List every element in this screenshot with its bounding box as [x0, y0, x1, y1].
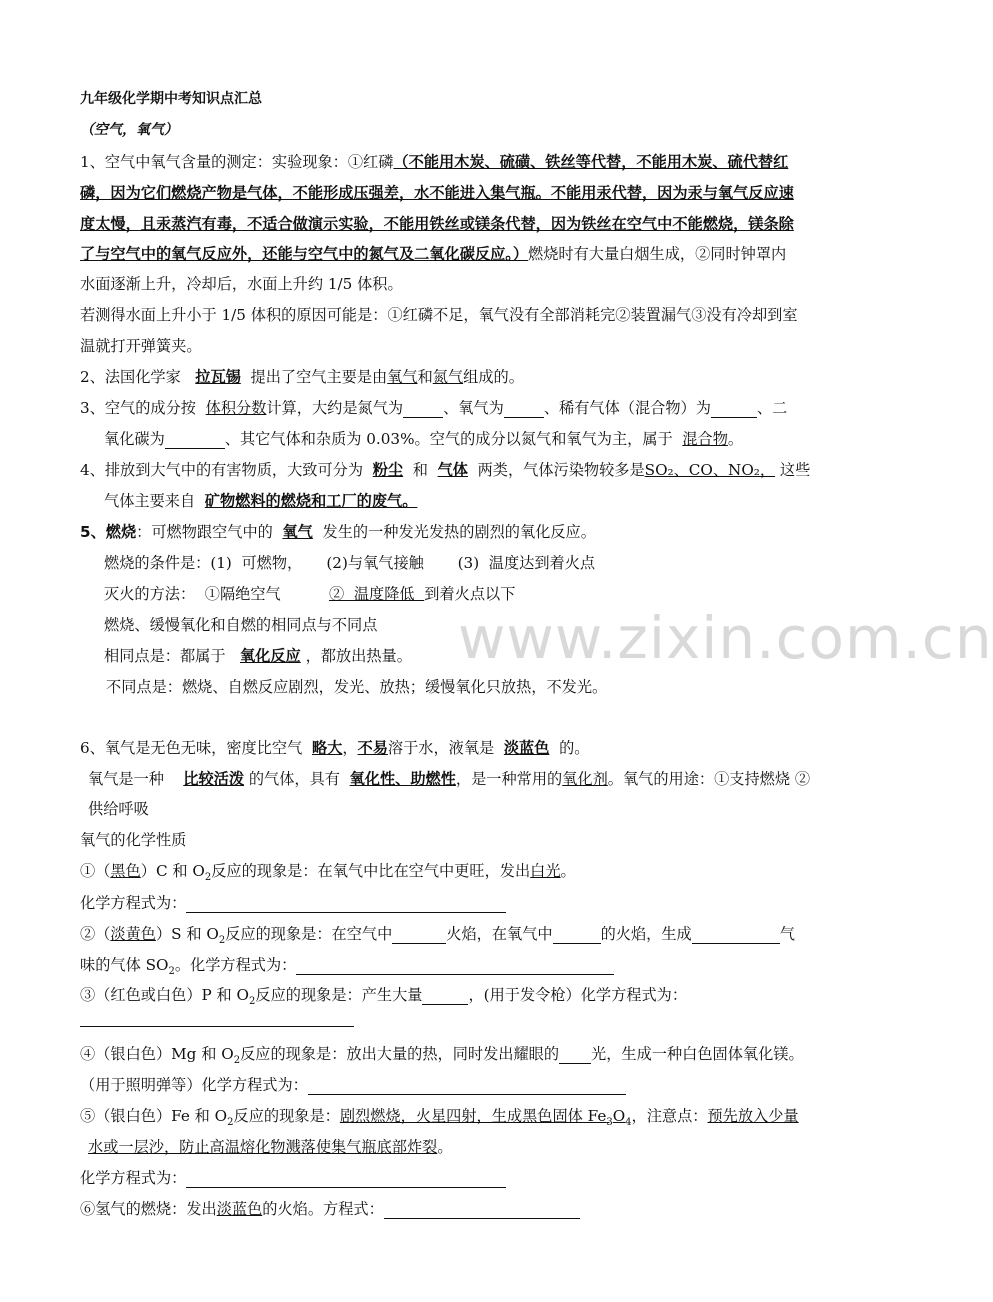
reaction-sulfur-line2	[80, 955, 614, 978]
item6-line2	[88, 769, 810, 789]
item6-l2c: ，是一种常用的	[455, 770, 563, 788]
r1-sub: 2	[204, 872, 212, 884]
similarity-post: ，都放出热量。	[305, 647, 412, 665]
equation-label: 化学方程式为：	[80, 894, 187, 912]
similarity-line	[104, 646, 412, 666]
item4-mid: 两类，气体污染物较多是	[477, 461, 645, 479]
active-term: 比较活泼	[183, 770, 244, 788]
r6-a: ⑥氢气的燃烧：发出	[80, 1200, 217, 1218]
equation-label-2: 化学方程式为：	[80, 1169, 187, 1187]
item4-and: 和	[412, 461, 428, 479]
volume-fraction-term: 体积分数	[205, 399, 267, 417]
r2-sub: 2	[218, 935, 226, 947]
comparison-heading: 燃烧、缓慢氧化和自燃的相同点与不同点	[104, 616, 378, 634]
oxygen-properties: 氧化性、助燃性	[349, 770, 456, 788]
item1-note: （不能用木炭、硫磺、铁丝等代替，不能用木炭、硫代替红	[393, 153, 789, 171]
r3-sub: 2	[249, 996, 256, 1008]
r4-l2: （用于照明弹等）化学方程式为：	[80, 1076, 308, 1094]
r4-b: 反应的现象是：放出大量的热，同时发出耀眼的	[240, 1045, 560, 1063]
r5-a: ⑤（银白色）Fe 和 O	[80, 1107, 228, 1125]
item3-a: 计算，大约是氮气为	[266, 399, 404, 417]
r1-b: ）C 和 O	[140, 862, 205, 880]
item1-line4	[80, 244, 786, 264]
r2-c: 反应的现象是：在空气中	[225, 925, 393, 943]
item3-l2a: 氧化碳为	[104, 430, 165, 448]
iron-note-1: 预先放入少量	[707, 1107, 799, 1125]
r5-d: 。	[437, 1138, 453, 1156]
pollution-source: 矿物燃料的燃烧和工厂的废气。	[204, 492, 418, 510]
r2-l2-sub: 2	[168, 966, 175, 978]
oxidant-term: 氧化剂	[562, 770, 608, 788]
blank-equation-phosphorus[interactable]	[80, 1026, 354, 1027]
r2-a: ②（	[80, 925, 111, 943]
reaction-magnesium-line2	[80, 1075, 626, 1095]
item5-def2: 发生的一种发光发热的剧烈的氧化反应。	[322, 523, 596, 541]
blank-equation-iron[interactable]	[186, 1171, 506, 1188]
r1-a: ①（	[80, 862, 111, 880]
r2-l2b: 。化学方程式为：	[174, 956, 297, 974]
r2-e: 的火焰，生成	[600, 925, 692, 943]
item1-line6: 若测得水面上升小于 1/5 体积的原因可能是：①红磷不足，氧气没有全部消耗完②装置漏气③没有冷却到室	[80, 306, 798, 324]
gas-term: 气体	[437, 461, 468, 479]
blank-equation-sulfur[interactable]	[296, 958, 614, 975]
item6-l1c: 的。	[559, 739, 590, 757]
item3-line1	[80, 398, 787, 418]
item6-line1	[80, 738, 589, 758]
r4-c: 光，生成一种白色固体氧化镁。	[591, 1045, 804, 1063]
white-light-term: 白光	[530, 862, 561, 880]
item1-text2: 燃烧时有大量白烟生成，②同时钟罩内	[528, 245, 787, 263]
item1-line5: 水面逐渐上升，冷却后，水面上升约 1/5 体积。	[80, 275, 403, 293]
item4-l2: 气体主要来自	[104, 492, 196, 510]
reaction-sulfur	[80, 924, 795, 947]
item2-pre: 2、法国化学家	[80, 368, 181, 386]
extinguish-cooling: ② 温度降低	[329, 585, 425, 603]
oxidation-term: 氧化反应	[239, 647, 301, 665]
reaction-hydrogen	[80, 1199, 580, 1219]
mixture-term: 混合物	[682, 430, 728, 448]
r2-b: ）S 和 O	[155, 925, 219, 943]
page-title: 九年级化学期中考知识点汇总	[80, 91, 262, 107]
item4-pre: 4、排放到大气中的有害物质，大致可分为	[80, 461, 364, 479]
item1-line7: 温就打开弹簧夹。	[80, 337, 202, 355]
equation-iron	[80, 1168, 506, 1188]
blank-phosphorus-smoke[interactable]	[422, 988, 468, 1005]
r6-b: 的火焰。方程式：	[262, 1200, 384, 1218]
combustion-conditions: 燃烧的条件是：(1) 可燃物， (2)与氧气接触 (3) 温度达到着火点	[104, 554, 596, 572]
blank-equation-magnesium[interactable]	[308, 1078, 626, 1095]
extinguish-pre: 灭火的方法： ①隔绝空气	[104, 585, 329, 603]
oxygen-term: 氧气	[387, 368, 418, 386]
item3-c: 、稀有气体（混合物）为	[543, 399, 711, 417]
r5-c: ，注意点：	[631, 1107, 708, 1125]
item1-line2: 磷，因为它们燃烧产物是气体，不能形成压强差，水不能进入集气瓶。不能用汞代替，因为汞与氧气反应速	[80, 184, 794, 202]
solubility-term: 不易	[357, 739, 388, 757]
item2-line	[80, 367, 524, 387]
fe-sub-4: 4	[625, 1117, 632, 1129]
r3-a: ③（红色或白色）P 和 O	[80, 986, 250, 1004]
item6-l2d: 。氧气的用途：①支持燃烧 ②	[607, 770, 811, 788]
iron-phenomenon: 剧烈燃烧，火星四射，生成黑色固体 $Fe_3O_4$	[339, 1107, 632, 1129]
item4-line2	[104, 491, 417, 511]
oxygen-term-bold: 氧气	[282, 523, 313, 541]
density-term: 略大	[311, 739, 343, 757]
nitrogen-term: 氮气	[432, 368, 464, 386]
iron-note-2: 水或一层沙，防止高温熔化物溅落使集气瓶底部炸裂	[88, 1138, 438, 1156]
combustion-heading: 5、燃烧	[80, 523, 137, 541]
reaction-phosphorus	[80, 985, 688, 1008]
item5-line1	[80, 522, 596, 542]
reaction-carbon	[80, 861, 576, 884]
r3-b: 反应的现象是：产生大量	[255, 986, 423, 1004]
item2-and: 和	[417, 368, 433, 386]
r2-d: 火焰，在氧气中	[446, 925, 553, 943]
item3-d: 、二	[756, 399, 788, 417]
item6-l1b: 溶于水，液氧是	[387, 739, 495, 757]
pollutants-list: SO₂、CO、NO₂，	[644, 461, 776, 479]
reaction-magnesium	[80, 1044, 804, 1067]
item1-text: 1、空气中氧气含量的测定：实验现象：①红磷	[80, 153, 394, 171]
item1-line1	[80, 152, 788, 172]
iron-phenomenon-text: 剧烈燃烧，火星四射，生成黑色固体 Fe	[339, 1107, 607, 1125]
reaction-iron	[80, 1106, 799, 1129]
blank-sulfur-product[interactable]	[692, 927, 780, 944]
fe-sub-3: 3	[606, 1117, 613, 1129]
reaction-iron-line2	[88, 1137, 453, 1157]
liquid-oxygen-color: 淡蓝色	[503, 739, 550, 757]
blank-sulfur-oxygen[interactable]	[553, 927, 601, 944]
blank-oxygen[interactable]	[504, 401, 544, 418]
chemist-name: 拉瓦锡	[195, 368, 241, 386]
chemical-properties-title: 氧气的化学性质	[80, 831, 187, 849]
equation-carbon	[80, 893, 506, 913]
blank-equation-carbon[interactable]	[186, 896, 506, 913]
item4-post: 这些	[779, 461, 811, 479]
item1-note-end: 了与空气中的氧气反应外，还能与空气中的氮气及二氧化碳反应。）	[80, 245, 529, 263]
carbon-color: 黑色	[110, 862, 141, 880]
r5-b: 反应的现象是：	[233, 1107, 340, 1125]
r1-c: 反应的现象是：在氧气中比在空气中更旺，发出	[211, 862, 531, 880]
watermark: www.zixin.com.cn	[458, 604, 993, 672]
item6-comma: ，	[342, 739, 358, 757]
extinguish-methods	[104, 584, 515, 604]
item2-mid: 提出了空气主要是由	[250, 368, 388, 386]
item6-l1a: 6、氧气是无色无味，密度比空气	[80, 739, 303, 757]
item3-pre: 3、空气的成分按	[80, 399, 196, 417]
hydrogen-flame-color: 淡蓝色	[216, 1200, 263, 1218]
r4-a: ④（银白色）Mg 和 O	[80, 1045, 234, 1063]
difference-line: 不同点是：燃烧、自燃反应剧烈，发光、放热；缓慢氧化只放热，不发光。	[106, 678, 608, 696]
item3-line2	[104, 429, 743, 449]
blank-equation-hydrogen[interactable]	[384, 1202, 580, 1219]
r2-f: 气	[779, 925, 795, 943]
blank-nitrogen[interactable]	[403, 401, 443, 418]
item3-l2b: 、其它气体和杂质为 0.03%。空气的成分以氮气和氧气为主，属于	[224, 430, 673, 448]
extinguish-post: 到着火点以下	[424, 585, 516, 603]
dust-term: 粉尘	[372, 461, 404, 479]
sulfur-color: 淡黄色	[110, 925, 156, 943]
blank-sulfur-air[interactable]	[392, 927, 446, 944]
blank-noble-gas[interactable]	[711, 401, 757, 418]
r4-sub: 2	[233, 1055, 241, 1067]
item6-line3: 供给呼吸	[88, 800, 149, 818]
r2-l2: 味的气体 SO	[80, 956, 169, 974]
similarity-pre: 相同点是：都属于	[104, 647, 226, 665]
item4-line1	[80, 460, 810, 480]
section-subtitle: （空气，氧气）	[80, 122, 178, 138]
item3-b: 、氧气为	[443, 399, 504, 417]
item2-post: 组成的。	[463, 368, 524, 386]
blank-magnesium-light[interactable]	[559, 1047, 591, 1064]
r3-c: ，(用于发令枪）化学方程式为：	[468, 986, 688, 1004]
r5-sub: 2	[227, 1117, 234, 1129]
item6-l2a: 氧气是一种	[88, 770, 164, 788]
item6-l2b: 的气体，具有	[248, 770, 340, 788]
item3-l2c: 。	[727, 430, 744, 448]
item1-line3: 度太慢，且汞蒸汽有毒，不适合做演示实验，不能用铁丝或镁条代替，因为铁丝在空气中不能燃烧，镁条除	[80, 215, 794, 233]
blank-co2[interactable]	[165, 432, 225, 449]
r1-d: 。	[560, 862, 576, 880]
item5-def1: ：可燃物跟空气中的	[136, 523, 273, 541]
